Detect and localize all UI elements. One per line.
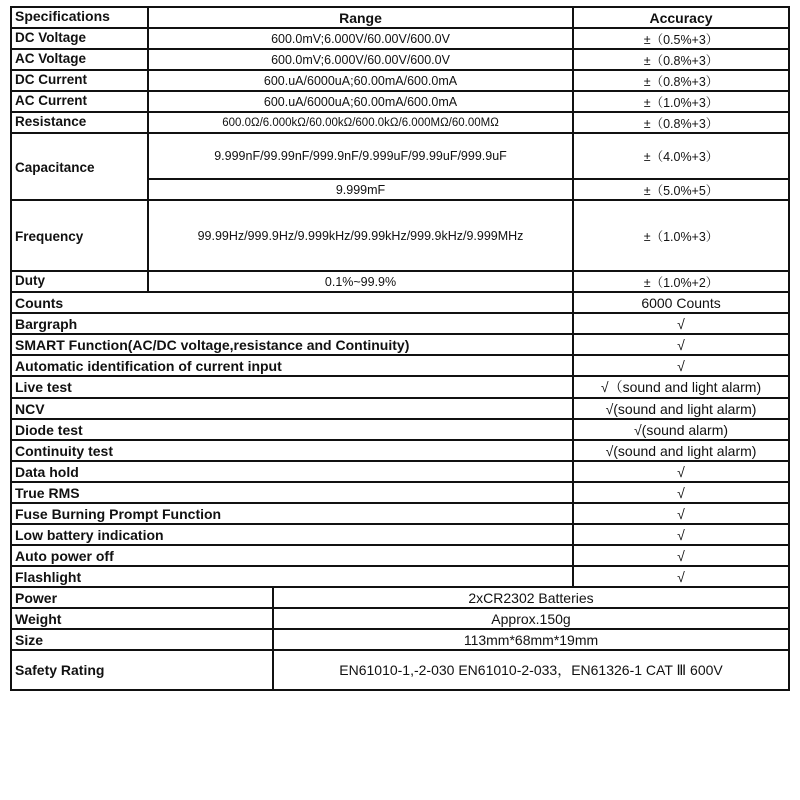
check-icon: √ xyxy=(573,334,789,355)
spec-name: Frequency xyxy=(11,200,148,271)
feature-value: √(sound and light alarm) xyxy=(573,440,789,461)
feature-name: NCV xyxy=(11,398,573,419)
header-spec: Specifications xyxy=(11,7,148,28)
check-icon: √ xyxy=(573,482,789,503)
spec-range: 9.999mF xyxy=(148,179,573,200)
general-row xyxy=(11,587,789,608)
check-icon: √ xyxy=(573,461,789,482)
spec-range: 0.1%~99.9% xyxy=(148,271,573,292)
spec-accuracy: ±（1.0%+2） xyxy=(573,271,789,292)
table-row xyxy=(11,271,789,292)
feature-row xyxy=(11,566,789,587)
general-value: Approx.150g xyxy=(273,608,789,629)
feature-value: √(sound alarm) xyxy=(573,419,789,440)
feature-row xyxy=(11,292,789,313)
general-row xyxy=(11,650,789,690)
table-row xyxy=(11,133,789,179)
feature-row xyxy=(11,482,789,503)
feature-value: √（sound and light alarm) xyxy=(573,376,789,398)
table-row xyxy=(11,112,789,133)
feature-name: Auto power off xyxy=(11,545,573,566)
general-value: 2xCR2302 Batteries xyxy=(273,587,789,608)
feature-row xyxy=(11,524,789,545)
spec-name: Capacitance xyxy=(11,133,148,200)
spec-accuracy: ±（1.0%+3） xyxy=(573,91,789,112)
spec-accuracy: ±（5.0%+5） xyxy=(573,179,789,200)
table-row xyxy=(11,28,789,49)
check-icon: √ xyxy=(573,545,789,566)
spec-name: AC Voltage xyxy=(11,49,148,70)
feature-value: 6000 Counts xyxy=(573,292,789,313)
feature-name: Diode test xyxy=(11,419,573,440)
spec-name: DC Current xyxy=(11,70,148,91)
general-name: Size xyxy=(11,629,273,650)
feature-row xyxy=(11,461,789,482)
feature-name: Continuity test xyxy=(11,440,573,461)
table-row xyxy=(11,91,789,112)
header-row xyxy=(11,7,789,28)
general-row xyxy=(11,629,789,650)
general-value: EN61010-1,-2-030 EN61010-2-033，EN61326-1 CAT Ⅲ 600V xyxy=(273,650,789,690)
spec-range: 600.0Ω/6.000kΩ/60.00kΩ/600.0kΩ/6.000MΩ/60.00MΩ xyxy=(148,112,573,133)
general-name: Safety Rating xyxy=(11,650,273,690)
feature-name: Fuse Burning Prompt Function xyxy=(11,503,573,524)
spec-name: DC Voltage xyxy=(11,28,148,49)
check-icon: √ xyxy=(573,524,789,545)
feature-name: Automatic identification of current input xyxy=(11,355,573,376)
spec-range: 99.99Hz/999.9Hz/9.999kHz/99.99kHz/999.9kHz/9.999MHz xyxy=(148,200,573,271)
general-row xyxy=(11,608,789,629)
feature-row xyxy=(11,440,789,461)
feature-name: Live test xyxy=(11,376,573,398)
header-accuracy: Accuracy xyxy=(573,7,789,28)
check-icon: √ xyxy=(573,355,789,376)
spec-accuracy: ±（1.0%+3） xyxy=(573,200,789,271)
spec-range: 600.0mV;6.000V/60.00V/600.0V xyxy=(148,28,573,49)
feature-name: Bargraph xyxy=(11,313,573,334)
header-range: Range xyxy=(148,7,573,28)
spec-table xyxy=(10,6,790,691)
feature-name: Low battery indication xyxy=(11,524,573,545)
check-icon: √ xyxy=(573,503,789,524)
spec-accuracy: ±（0.5%+3） xyxy=(573,28,789,49)
check-icon: √ xyxy=(573,313,789,334)
feature-row xyxy=(11,355,789,376)
check-icon: √ xyxy=(573,566,789,587)
spec-name: Resistance xyxy=(11,112,148,133)
feature-name: Flashlight xyxy=(11,566,573,587)
spec-name: AC Current xyxy=(11,91,148,112)
feature-row xyxy=(11,376,789,398)
spec-accuracy: ±（4.0%+3） xyxy=(573,133,789,179)
feature-row xyxy=(11,334,789,355)
table-row xyxy=(11,200,789,271)
table-row xyxy=(11,70,789,91)
feature-row xyxy=(11,503,789,524)
feature-row xyxy=(11,545,789,566)
table-row xyxy=(11,49,789,70)
general-value: 113mm*68mm*19mm xyxy=(273,629,789,650)
spec-range: 600.uA/6000uA;60.00mA/600.0mA xyxy=(148,70,573,91)
spec-accuracy: ±（0.8%+3） xyxy=(573,70,789,91)
general-name: Weight xyxy=(11,608,273,629)
spec-range: 600.0mV;6.000V/60.00V/600.0V xyxy=(148,49,573,70)
feature-row xyxy=(11,419,789,440)
feature-row xyxy=(11,313,789,334)
feature-name: True RMS xyxy=(11,482,573,503)
feature-name: Data hold xyxy=(11,461,573,482)
spec-accuracy: ±（0.8%+3） xyxy=(573,49,789,70)
feature-name: SMART Function(AC/DC voltage,resistance and Continuity) xyxy=(11,334,573,355)
feature-name: Counts xyxy=(11,292,573,313)
feature-row xyxy=(11,398,789,419)
spec-name: Duty xyxy=(11,271,148,292)
spec-accuracy: ±（0.8%+3） xyxy=(573,112,789,133)
spec-range: 9.999nF/99.99nF/999.9nF/9.999uF/99.99uF/999.9uF xyxy=(148,133,573,179)
general-name: Power xyxy=(11,587,273,608)
spec-range: 600.uA/6000uA;60.00mA/600.0mA xyxy=(148,91,573,112)
feature-value: √(sound and light alarm) xyxy=(573,398,789,419)
